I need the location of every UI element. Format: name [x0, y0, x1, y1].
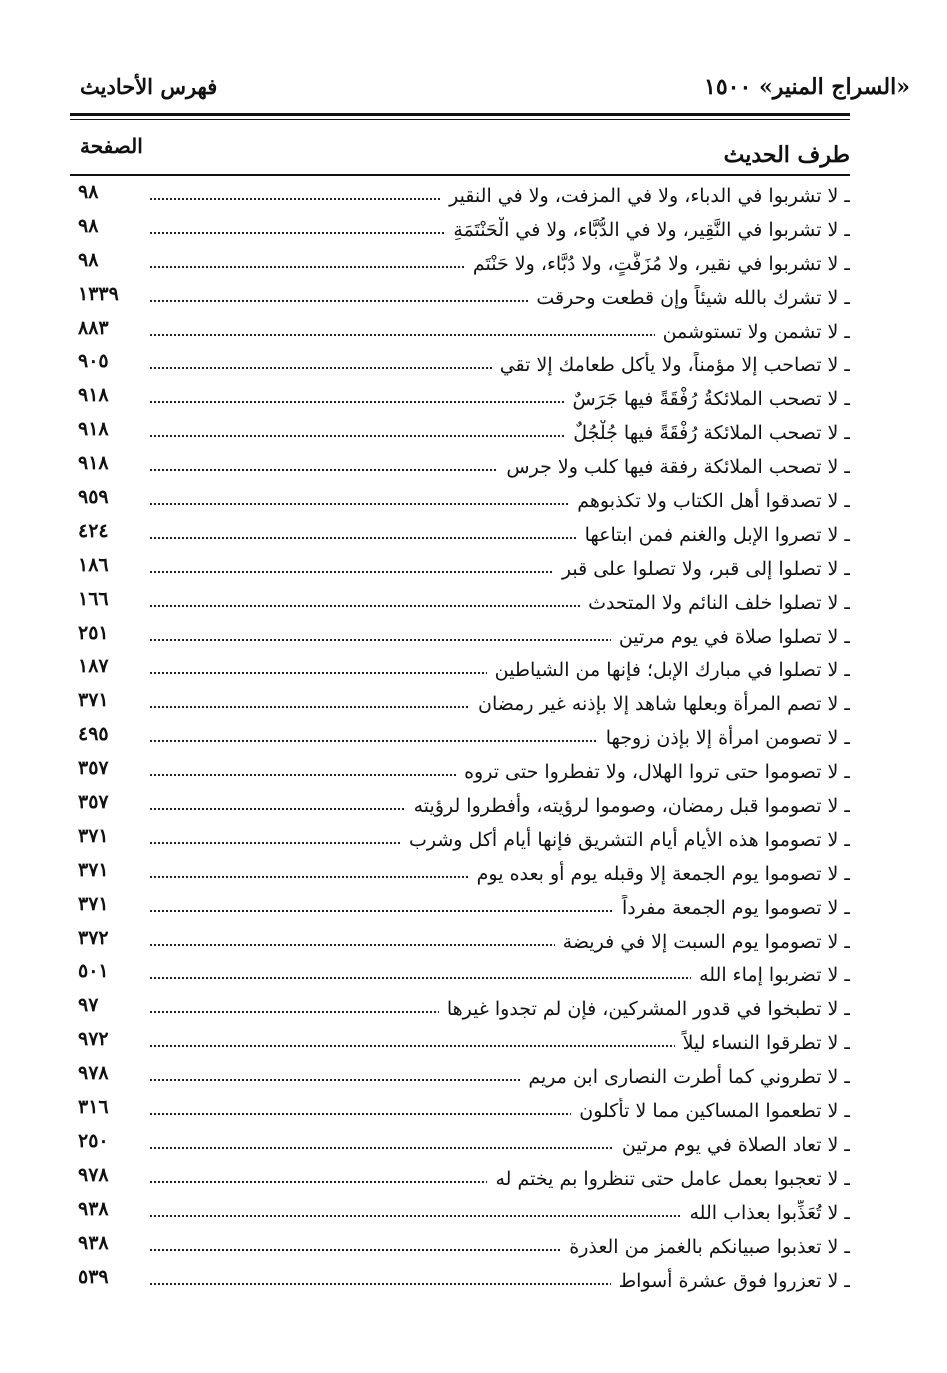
column-headers — [70, 134, 850, 170]
column-header-page: الصفحة — [80, 134, 143, 158]
index-entry — [70, 993, 850, 1027]
index-entry — [70, 1231, 850, 1265]
hadith-text: ـ لا تعجبوا بعمل عامل حتى تنظروا بم يختم له — [487, 1166, 850, 1192]
hadith-text: ـ لا تصروا الإبل والغنم فمن ابتاعها — [577, 522, 850, 548]
index-entry — [70, 824, 850, 858]
page-ref: ٩٧٨ — [78, 1062, 109, 1085]
page-ref: ١٨٦ — [78, 553, 109, 576]
page-ref: ٩٨ — [78, 181, 99, 203]
hadith-text: ـ لا تصومن امرأة إلا بإذن زوجها — [598, 725, 850, 751]
index-entries — [70, 180, 850, 1298]
page-number: ١٥٠٠ — [704, 74, 752, 100]
index-entry — [70, 1027, 850, 1061]
hadith-text: ـ لا تصلوا خلف النائم ولا المتحدث — [580, 590, 850, 616]
index-entry — [70, 519, 850, 553]
page-ref: ٥٠١ — [78, 960, 109, 983]
page-ref: ٣٧٢ — [78, 926, 109, 949]
page-ref: ١٣٣٩ — [78, 282, 119, 305]
hadith-text: ـ لا تصوموا هذه الأيام أيام التشريق فإنها أيام أكل وشرب — [401, 827, 850, 853]
page-ref: ٥٣٩ — [78, 1265, 109, 1288]
hadith-text: ـ لا تطروني كما أطرت النصارى ابن مريم — [520, 1064, 850, 1090]
hadith-text: ـ لا تعزروا فوق عشرة أسواط — [611, 1268, 850, 1294]
index-entry — [70, 654, 850, 688]
header-rule-thick — [70, 113, 850, 116]
hadith-text: ـ لا تصاحب إلا مؤمناً، ولا يأكل طعامك إلا تقي — [492, 352, 850, 378]
page-ref: ١٦٦ — [78, 587, 109, 610]
book-title: «السراج المنير» — [758, 74, 910, 100]
index-entry — [70, 790, 850, 824]
index-entry — [70, 1163, 850, 1197]
hadith-text: ـ لا تطعموا المساكين مما لا تأكلون — [571, 1098, 850, 1124]
page-ref: ٤٩٥ — [78, 723, 109, 746]
page-ref: ٩١٨ — [78, 418, 109, 441]
page-ref: ٤٢٤ — [78, 519, 109, 542]
index-entry — [70, 316, 850, 350]
index-entry — [70, 1197, 850, 1231]
page-ref: ٩٨ — [78, 214, 99, 237]
page-ref: ٨٨٣ — [78, 316, 109, 339]
page-ref: ٩٣٨ — [78, 1231, 109, 1254]
page-ref: ٣٧١ — [78, 689, 109, 712]
hadith-text: ـ لا تصدقوا أهل الكتاب ولا تكذبوهم — [569, 488, 850, 514]
column-header-hadith: طرف الحديث — [723, 142, 850, 168]
hadith-text: ـ لا تُعَذِّبوا بعذاب الله — [681, 1200, 850, 1226]
hadith-text: ـ لا تصلوا في مبارك الإبل؛ فإنها من الشياطين — [487, 657, 850, 683]
page-ref: ٣٧١ — [78, 824, 109, 847]
index-entry — [70, 349, 850, 383]
page-ref: ٢٥٠ — [78, 1129, 109, 1152]
index-entry — [70, 282, 850, 316]
hadith-text: ـ لا تعاد الصلاة في يوم مرتين — [614, 1132, 850, 1158]
page-ref: ١٨٧ — [78, 655, 109, 678]
hadith-text: ـ لا تشربوا في الدباء، ولا في المزفت، ولا في النقير — [441, 183, 850, 209]
index-entry — [70, 892, 850, 926]
index-entry — [70, 417, 850, 451]
index-entry — [70, 180, 850, 214]
book-title-and-page-number — [704, 74, 910, 100]
page-ref: ٣١٦ — [78, 1096, 109, 1119]
index-entry — [70, 756, 850, 790]
index-entry — [70, 858, 850, 892]
hadith-text: ـ لا تطبخوا في قدور المشركين، فإن لم تجدوا غيرها — [439, 996, 850, 1022]
hadith-text: ـ لا تصوموا يوم الجمعة إلا وقبله يوم أو بعده يوم — [469, 861, 850, 887]
hadith-text: ـ لا تصوموا قبل رمضان، وصوموا لرؤيته، وأفطروا لرؤيته — [406, 793, 850, 819]
page-ref: ٣٧١ — [78, 892, 109, 915]
hadith-text: ـ لا تصوموا يوم السبت إلا في فريضة — [555, 929, 850, 955]
hadith-text: ـ لا تصلوا صلاة في يوم مرتين — [611, 624, 850, 650]
index-entry — [70, 621, 850, 655]
page-ref: ٩١٨ — [78, 452, 109, 475]
hadith-text: ـ لا تصوموا يوم الجمعة مفرداً — [614, 895, 850, 921]
hadith-text: ـ لا تطرقوا النساء ليلاً — [675, 1030, 850, 1056]
hadith-text: ـ لا تشربوا في نقير، ولا مُزَفَّتٍ، ولا دُبَّاء، ولا حَنْتَم — [465, 251, 850, 277]
index-entry — [70, 926, 850, 960]
page-ref: ٩٠٥ — [78, 350, 109, 373]
index-entry — [70, 688, 850, 722]
index-entry — [70, 587, 850, 621]
page-ref: ٩٧٢ — [78, 1028, 109, 1051]
page-ref: ٣٥٧ — [78, 791, 109, 814]
hadith-text: ـ لا تشربوا في النَّقِير، ولا في الدُّبَّاء، ولا في الْحَنْتَمَةِ — [445, 217, 850, 243]
index-entry — [70, 553, 850, 587]
hadith-text: ـ لا تصحب الملائكة رُفْقَةً فيها جُلْجُلٌ — [565, 420, 850, 446]
index-entry — [70, 451, 850, 485]
page-ref: ٩٧ — [78, 994, 99, 1017]
hadith-text: ـ لا تشمن ولا تستوشمن — [655, 319, 850, 345]
header-rule-thin — [70, 119, 850, 120]
index-entry — [70, 1129, 850, 1163]
page-ref: ٢٥١ — [78, 621, 109, 644]
hadith-text: ـ لا تعذبوا صبيانكم بالغمز من العذرة — [561, 1234, 850, 1260]
hadith-text: ـ لا تصوموا حتى تروا الهلال، ولا تفطروا حتى تروه — [456, 759, 850, 785]
hadith-text: ـ لا تضربوا إماء الله — [691, 962, 850, 988]
hadith-text: ـ لا تصحب الملائكة رفقة فيها كلب ولا جرس — [498, 454, 850, 480]
page-ref: ٣٥٧ — [78, 757, 109, 780]
index-entry — [70, 214, 850, 248]
hadith-text: ـ لا تصلوا إلى قبر، ولا تصلوا على قبر — [554, 556, 850, 582]
running-head — [70, 74, 910, 110]
page-ref: ٩١٨ — [78, 384, 109, 407]
index-entry — [70, 248, 850, 282]
hadith-text: ـ لا تصحب الملائكةُ رُفْقَةً فيها جَرَسٌ — [564, 386, 850, 412]
index-entry — [70, 722, 850, 756]
page-ref: ٩٧٨ — [78, 1163, 109, 1186]
index-entry — [70, 383, 850, 417]
index-entry — [70, 1265, 850, 1299]
page-ref: ٩٨ — [78, 248, 99, 271]
page-ref: ٩٥٩ — [78, 486, 109, 509]
page-ref: ٣٧١ — [78, 858, 109, 881]
section-title: فهرس الأحاديث — [80, 74, 218, 99]
index-entry — [70, 1095, 850, 1129]
index-entry — [70, 485, 850, 519]
index-entry — [70, 959, 850, 993]
page-ref: ٩٣٨ — [78, 1197, 109, 1220]
column-header-rule — [70, 174, 850, 176]
hadith-text: ـ لا تشرك بالله شيئاً وإن قطعت وحرقت — [528, 285, 850, 311]
index-entry — [70, 1061, 850, 1095]
hadith-text: ـ لا تصم المرأة وبعلها شاهد إلا بإذنه غير رمضان — [470, 691, 850, 717]
